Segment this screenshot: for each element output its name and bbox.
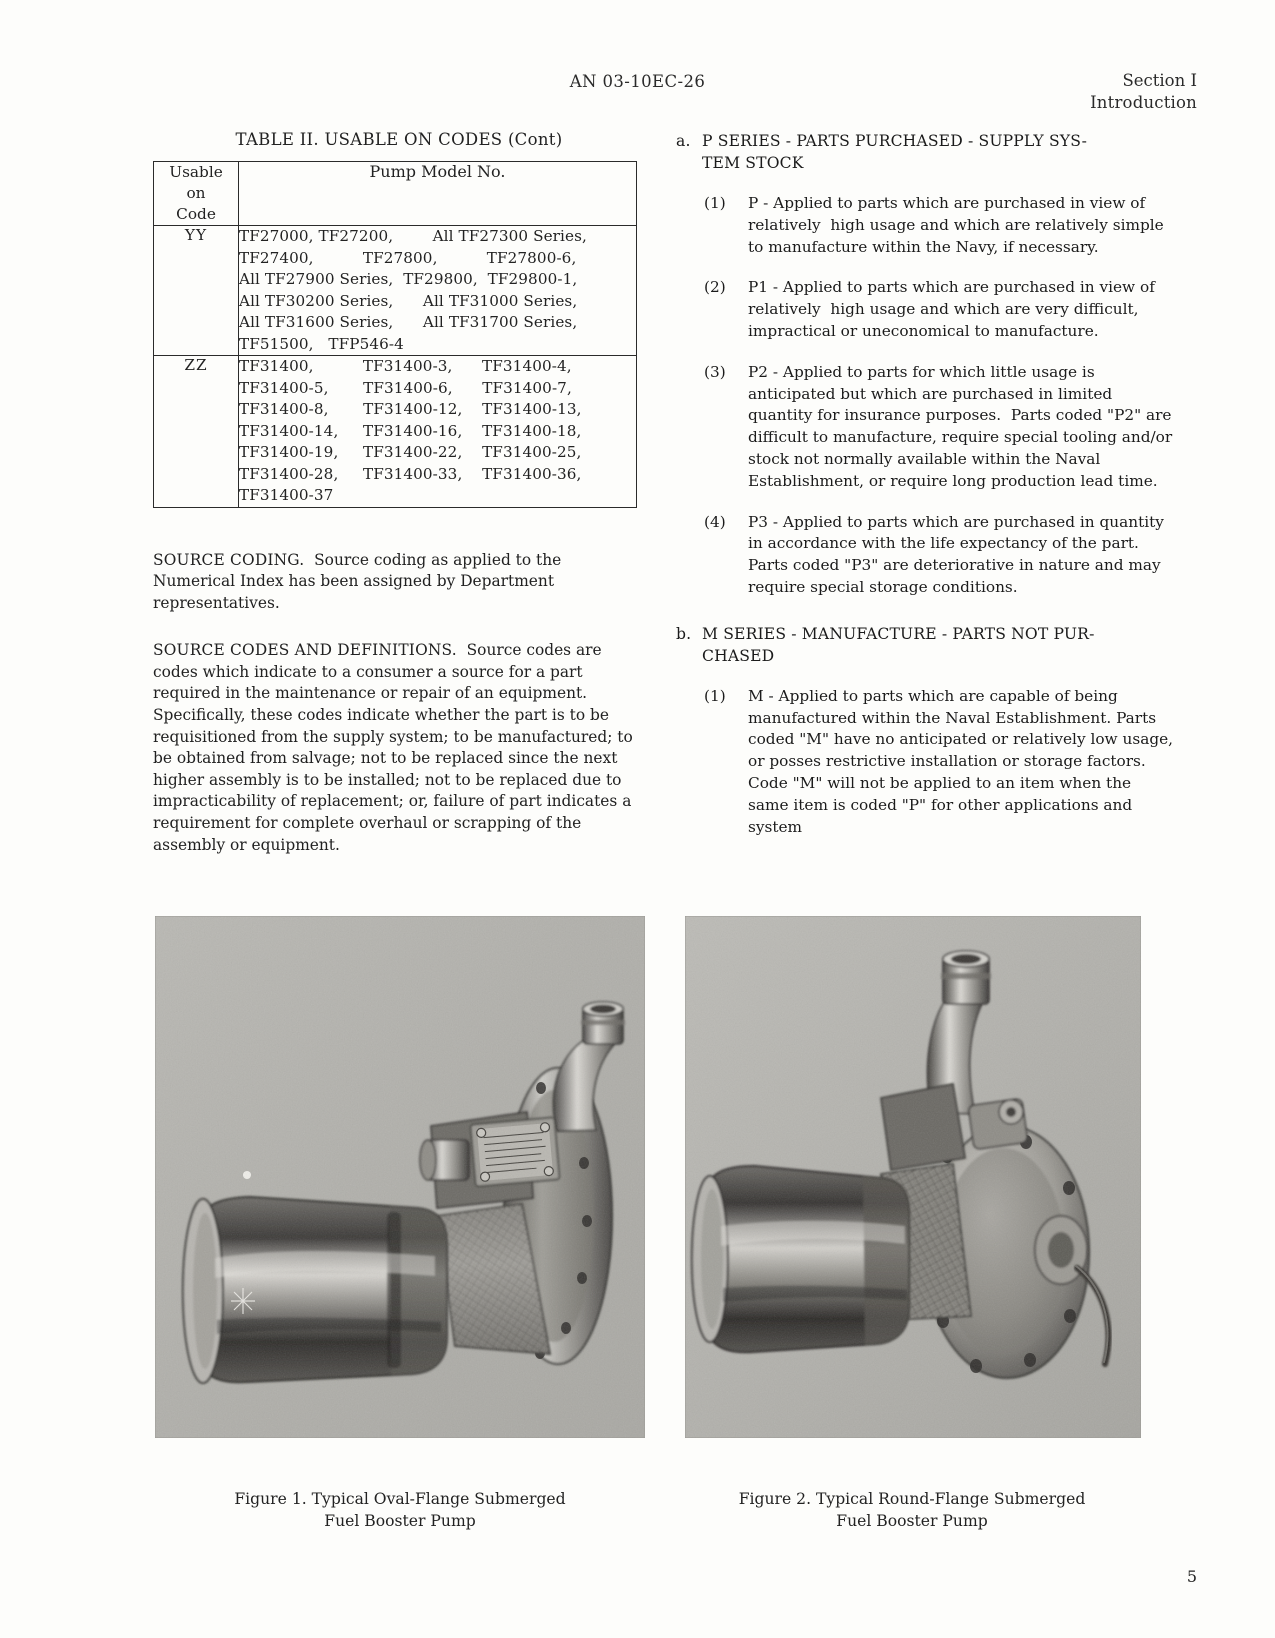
table-caption: TABLE II. USABLE ON CODES (Cont): [235, 130, 563, 149]
item-text: P - Applied to parts which are purchased in view of relatively high usage and which are relatively simple to manufacture within the Navy, if necessary.: [748, 194, 1169, 256]
usable-on-codes-table: [153, 161, 637, 508]
heading-line: M SERIES - MANUFACTURE - PARTS NOT PUR-: [702, 624, 1095, 643]
section-subtitle: Introduction: [1090, 93, 1197, 112]
section-marker-b: b.: [676, 624, 692, 643]
outline-item-a4: [676, 512, 1176, 599]
outline-item-a2: [676, 277, 1176, 342]
outline-section-b: [676, 623, 1176, 667]
model-line: TF31400-37: [239, 486, 334, 504]
paragraph-text: Source codes are codes which indicate to a consumer a source for a part required in the maintenance or repair of an equipment. Specifically, these codes indicate whether the part is to be requisitioned from the supply system; to be manufactured; to be obtained from salvage; not to be replaced since the next higher assembly is to be installed; not to be replaced due to impracticability of replacement; or, failure of part indicates a requirement for complete overhaul or scrapping of the assembly or equipment.: [153, 641, 638, 854]
heading-line: P SERIES - PARTS PURCHASED - SUPPLY SYS-: [702, 132, 1088, 150]
header-line-usable: Usable: [169, 163, 223, 181]
cell-code-yy: YY: [154, 226, 239, 356]
section-heading-a: [702, 130, 1176, 174]
model-line: TF31400-5, TF31400-6, TF31400-7,: [239, 378, 572, 397]
heading-line: CHASED: [702, 646, 775, 665]
model-line: TF27400, TF27800, TF27800-6,: [239, 248, 577, 267]
model-line: TF31400, TF31400-3, TF31400-4,: [239, 357, 572, 375]
table-header-row: [154, 162, 637, 226]
section-spacer: [676, 599, 1176, 623]
outline-item-a1: [676, 193, 1176, 258]
model-line: All TF27900 Series, TF29800, TF29800-1,: [239, 270, 578, 288]
column-header-pump-model-no: Pump Model No.: [239, 162, 637, 226]
document-number: AN 03-10EC-26: [569, 72, 706, 91]
column-header-usable-on-code: [154, 162, 239, 226]
table-row: [154, 356, 637, 508]
table-header: [154, 162, 637, 226]
figure-2-image: [685, 916, 1141, 1438]
outline-section-a: [676, 130, 1176, 174]
item-text: P3 - Applied to parts which are purchased in quantity in accordance with the life expectancy of the part. Parts coded "P3" are deteriorative in nature and may require special storage conditions.: [748, 512, 1169, 596]
model-line: TF31400-19, TF31400-22, TF31400-25,: [239, 443, 582, 461]
figure-2-caption-line1: Figure 2. Typical Round-Flange Submerged: [738, 1490, 1086, 1508]
item-marker: (1): [704, 686, 726, 705]
cell-code-zz: ZZ: [154, 356, 239, 508]
outline-item-a3: [676, 362, 1176, 493]
header-line-code: Code: [176, 205, 216, 223]
item-marker: (2): [704, 278, 726, 297]
item-marker: (4): [704, 512, 726, 531]
item-marker: (1): [704, 194, 726, 212]
table-body: [154, 226, 637, 508]
model-line: TF31400-28, TF31400-33, TF31400-36,: [239, 464, 582, 483]
paragraph-lead: SOURCE CODES AND DEFINITIONS.: [153, 641, 457, 660]
section-label: Section I: [1122, 71, 1197, 90]
header-line-on: on: [186, 184, 206, 202]
cell-models-yy: [239, 226, 637, 356]
heading-line: TEM STOCK: [702, 154, 804, 172]
outline-item-b1: [676, 686, 1176, 839]
model-line: All TF30200 Series, All TF31000 Series,: [239, 291, 578, 310]
item-marker: (3): [704, 362, 726, 381]
model-line: TF31400-8, TF31400-12, TF31400-13,: [239, 400, 582, 418]
section-marker-a: a.: [676, 132, 691, 150]
page-number: 5: [1186, 1567, 1197, 1586]
paragraph-lead: SOURCE CODING.: [153, 550, 305, 569]
model-line: TF31400-14, TF31400-16, TF31400-18,: [239, 421, 582, 440]
section-heading-b: [702, 623, 1176, 667]
cell-models-zz: [239, 356, 637, 508]
item-text: P1 - Applied to parts which are purchased in view of relatively high usage and which are very difficult, impractical or uneconomical to manufacture.: [748, 278, 1160, 340]
item-text: P2 - Applied to parts for which little usage is anticipated but which are purchased in limited quantity for insurance purposes. Parts coded "P2" are difficult to manufacture, require special tooling and/or stock not normally available within the Naval Establishment, or require long production lead time.: [748, 362, 1178, 490]
figure-2-caption-line2: Fuel Booster Pump: [836, 1512, 988, 1530]
figure-1-caption: [155, 1488, 645, 1532]
model-line: All TF31600 Series, All TF31700 Series,: [239, 313, 578, 331]
section-header: [1090, 70, 1197, 114]
figure-2-caption: [672, 1488, 1152, 1532]
right-column: [676, 130, 1176, 838]
item-text: M - Applied to parts which are capable of being manufactured within the Naval Establishment. Parts coded "M" have no anticipated or relatively low usage, or posses restrictive installation or storage factors. Code "M" will not be applied to an item when the same item is coded "P" for other applications and system: [748, 686, 1178, 836]
paragraph-source-codes-and-definitions: [153, 640, 645, 856]
left-column: [153, 130, 645, 856]
figure-1-image: [155, 916, 645, 1438]
model-line: TF27000, TF27200, All TF27300 Series,: [239, 227, 587, 245]
paragraph-text: Source coding as applied to the Numerical Index has been assigned by Department representatives.: [153, 550, 567, 612]
figure-1-caption-line2: Fuel Booster Pump: [324, 1512, 476, 1530]
paragraph-source-coding: [153, 550, 645, 615]
table-row: [154, 226, 637, 356]
figure-1-caption-line1: Figure 1. Typical Oval-Flange Submerged: [234, 1490, 566, 1508]
model-line: TF51500, TFP546-4: [239, 334, 404, 353]
